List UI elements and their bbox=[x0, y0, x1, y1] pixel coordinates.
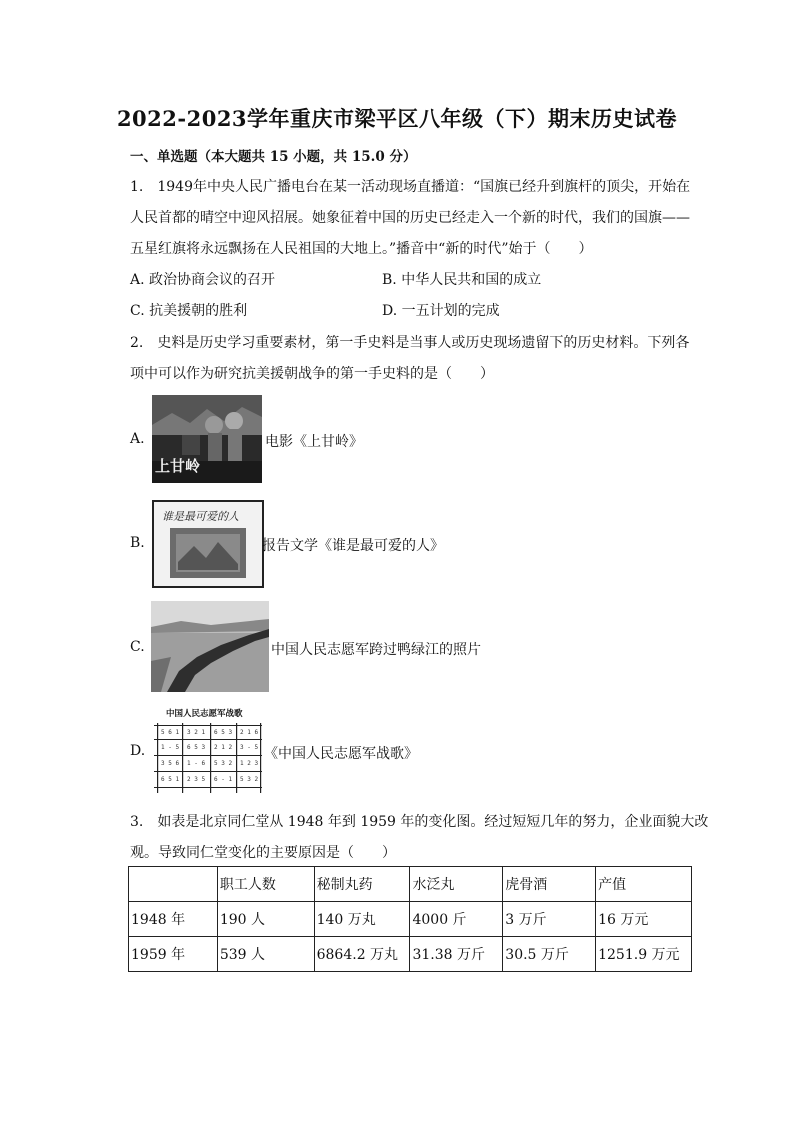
table-header-cell: 职工人数 bbox=[217, 867, 314, 902]
table-cell: 30.5 万斤 bbox=[503, 937, 596, 972]
river-crossing-photo bbox=[151, 601, 269, 692]
q1-option-d[interactable]: D. 一五计划的完成 bbox=[382, 303, 500, 319]
q2-option-c-letter[interactable]: C. bbox=[130, 639, 145, 655]
svg-text:6 5 1: 6 5 1 bbox=[161, 776, 180, 783]
table-cell: 1251.9 万元 bbox=[596, 937, 692, 972]
q1-line-1: 1. 1949年中央人民广播电台在某一活动现场直播道：“国旗已经升到旗杆的顶尖，开始在 bbox=[130, 179, 691, 195]
svg-text:1 - 6: 1 - 6 bbox=[187, 760, 206, 767]
svg-text:6 5 3: 6 5 3 bbox=[187, 744, 206, 751]
table-header-cell: 虎骨酒 bbox=[503, 867, 596, 902]
svg-text:6 5 3: 6 5 3 bbox=[214, 729, 233, 736]
svg-text:6 - 1: 6 - 1 bbox=[214, 776, 233, 783]
table-cell: 6864.2 万丸 bbox=[314, 937, 410, 972]
q2-line-1: 2. 史料是历史学习重要素材，第一手史料是当事人或历史现场遗留下的历史材料。下列各 bbox=[130, 335, 690, 351]
svg-text:3 5 6: 3 5 6 bbox=[161, 760, 180, 767]
table-cell: 539 人 bbox=[217, 937, 314, 972]
table-cell: 1959 年 bbox=[129, 937, 218, 972]
q2-line-2: 项中可以作为研究抗美援朝战争的第一手史料的是（ ） bbox=[130, 366, 494, 382]
q2-option-a-letter[interactable]: A. bbox=[130, 431, 145, 447]
q1-option-c[interactable]: C. 抗美援朝的胜利 bbox=[130, 303, 248, 319]
svg-text:5 3 2: 5 3 2 bbox=[214, 760, 233, 767]
movie-poster-image bbox=[152, 395, 262, 483]
table-row bbox=[129, 902, 692, 937]
svg-text:1 2 3: 1 2 3 bbox=[240, 760, 259, 767]
poster-title-text: 上甘岭 bbox=[155, 457, 201, 475]
q2-option-d-letter[interactable]: D. bbox=[130, 743, 146, 759]
song-score-image bbox=[152, 703, 264, 795]
table-cell: 16 万元 bbox=[596, 902, 692, 937]
q1-line-2: 人民首都的晴空中迎风招展。她象征着中国的历史已经走入一个新的时代，我们的国旗—— bbox=[130, 210, 690, 226]
q2-option-a-text[interactable]: 电影《上甘岭》 bbox=[265, 434, 363, 450]
table-header-row bbox=[129, 867, 692, 902]
q2-option-b-letter[interactable]: B. bbox=[130, 535, 145, 551]
table-cell: 190 人 bbox=[217, 902, 314, 937]
svg-text:5 3 2: 5 3 2 bbox=[240, 776, 259, 783]
table-header-cell: 水泛丸 bbox=[410, 867, 503, 902]
section-heading: 一、单选题（本大题共 15 小题，共 15.0 分） bbox=[130, 149, 417, 165]
q2-option-d-text[interactable]: 《中国人民志愿军战歌》 bbox=[264, 746, 418, 762]
svg-text:2 1 2: 2 1 2 bbox=[214, 744, 233, 751]
q1-option-b[interactable]: B. 中华人民共和国的成立 bbox=[382, 272, 542, 288]
tongrentang-table bbox=[128, 866, 692, 972]
q3-line-1: 3. 如表是北京同仁堂从 1948 年到 1959 年的变化图。经过短短几年的努力，企业面貌大改 bbox=[130, 814, 709, 830]
table-cell: 1948 年 bbox=[129, 902, 218, 937]
svg-text:1 - 5: 1 - 5 bbox=[161, 744, 180, 751]
q1-option-a[interactable]: A. 政治协商会议的召开 bbox=[130, 272, 276, 288]
table-row bbox=[129, 937, 692, 972]
table-cell: 31.38 万斤 bbox=[410, 937, 503, 972]
svg-text:5 6 1: 5 6 1 bbox=[161, 729, 180, 736]
book-cover-image bbox=[152, 500, 264, 588]
svg-text:3 - 5: 3 - 5 bbox=[240, 744, 259, 751]
svg-text:2 1 6: 2 1 6 bbox=[240, 729, 259, 736]
page-title: 2022-2023学年重庆市梁平区八年级（下）期末历史试卷 bbox=[116, 106, 678, 131]
q2-option-b-text[interactable]: 报告文学《谁是最可爱的人》 bbox=[262, 538, 444, 554]
q1-line-3: 五星红旗将永远飘扬在人民祖国的大地上。”播音中“新的时代”始于（ ） bbox=[130, 241, 593, 257]
svg-text:2 3 5: 2 3 5 bbox=[187, 776, 206, 783]
score-title-text: 中国人民志愿军战歌 bbox=[166, 709, 243, 719]
q2-option-c-text[interactable]: 中国人民志愿军跨过鸭绿江的照片 bbox=[271, 642, 481, 658]
svg-text:3 2 1: 3 2 1 bbox=[187, 729, 206, 736]
table-cell: 4000 斤 bbox=[410, 902, 503, 937]
table-header-cell: 秘制丸药 bbox=[314, 867, 410, 902]
table-cell: 140 万丸 bbox=[314, 902, 410, 937]
table-header-cell: 产值 bbox=[596, 867, 692, 902]
q3-line-2: 观。导致同仁堂变化的主要原因是（ ） bbox=[130, 845, 396, 861]
book-title-text: 谁是最可爱的人 bbox=[162, 510, 239, 523]
table-cell: 3 万斤 bbox=[503, 902, 596, 937]
table-header-cell bbox=[129, 867, 218, 902]
